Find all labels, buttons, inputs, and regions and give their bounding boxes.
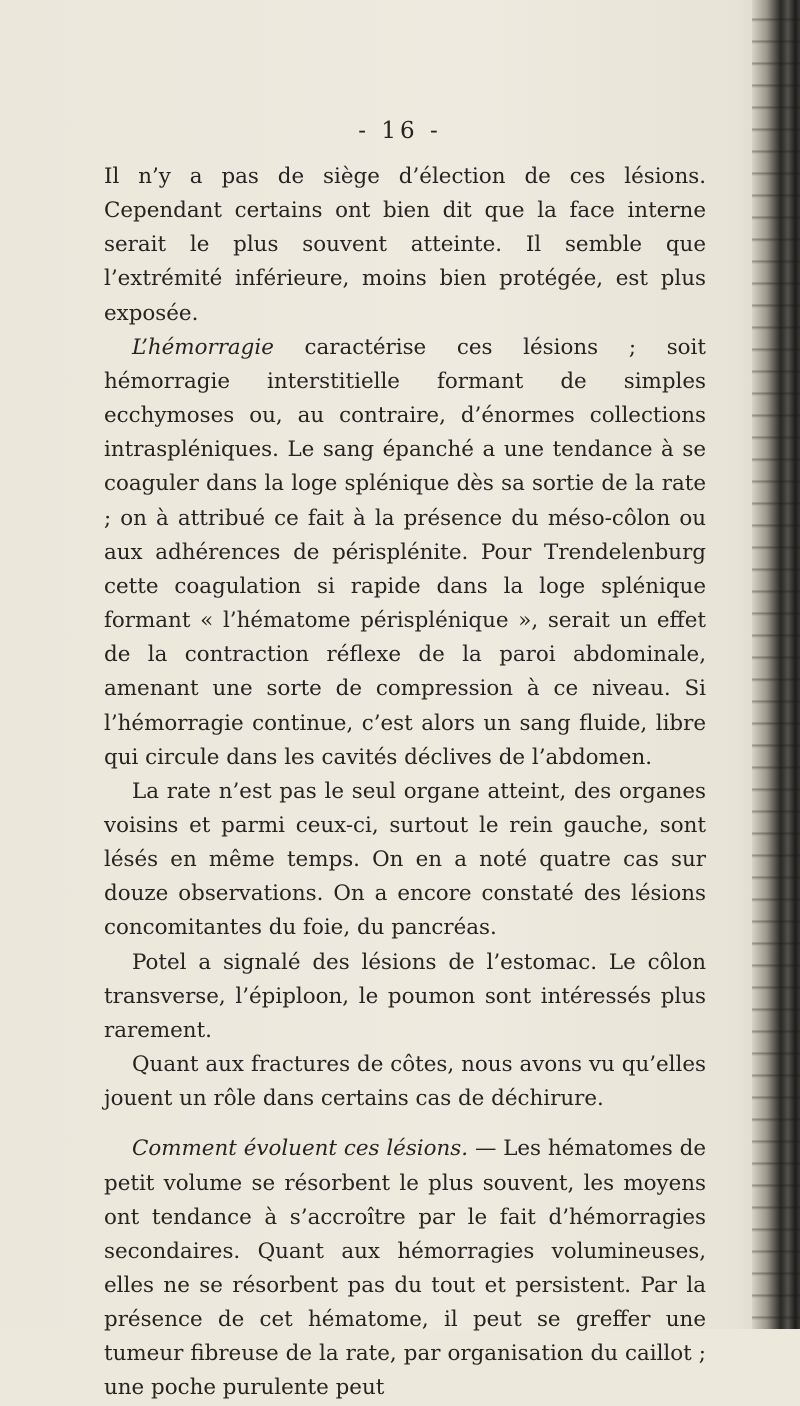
paragraph-6 <box>104 1132 706 1405</box>
text-run: caractérise ces lésions ; soit hémorragie interstitielle formant de simples ecchymoses ou, au contraire, d’énormes collections intraspléniques. Le sang épanché a une tendance à se coaguler dans la loge splénique dès sa sortie de la rate ; on à attribué ce fait à la présence du méso-côlon ou aux adhérences de périsplénite. Pour Trendelenburg cette coagulation si rapide dans la loge splénique formant « l’hématome périsplénique », serait un effet de la contraction réflexe de la paroi abdominale, amenant une sorte de compression à ce niveau. Si l’hémorragie continue, c’est alors un sang fluide, libre qui circule dans les cavités déclives de l’abdomen. <box>104 334 706 770</box>
italic-run: Comment évoluent ces lésions. <box>132 1136 469 1162</box>
text-run: Potel a signalé des lésions de l’estomac. Le côlon transverse, l’épiploon, le poumon sont intéressés plus rarement. <box>104 949 706 1043</box>
text-run: La rate n’est pas le seul organe atteint, des organes voisins et parmi ceux-ci, surtout le rein gauche, sont lésés en même temps. On en a noté quatre cas sur douze observations. On a encore constaté des lésions concomitantes du foie, du pancréas. <box>104 778 706 941</box>
paragraph-2 <box>104 331 706 775</box>
page-number: - 16 - <box>358 118 442 144</box>
text-run: — Les hématomes de petit volume se résorbent le plus souvent, les moyens ont tendance à s’accroître par le fait d’hémorragies secondaires. Quant aux hémorragies volumineuses, elles ne se résorbent pas du tout et persistent. Par la présence de cet hématome, il peut se greffer une tumeur fibreuse de la rate, par organisation du caillot ; une poche purulente peut <box>104 1136 706 1401</box>
text-run: Quant aux fractures de côtes, nous avons vu qu’elles jouent un rôle dans certains cas de déchirure. <box>104 1052 706 1112</box>
paragraph-1 <box>104 160 706 331</box>
italic-run: L’hémorragie <box>132 334 274 360</box>
paragraph-5 <box>104 1048 706 1116</box>
paragraph-3 <box>104 775 706 946</box>
text-run: Il n’y a pas de siège d’élection de ces lésions. Cependant certains ont bien dit que la face interne serait le plus souvent atteinte. Il semble que l’extrémité inférieure, moins bien protégée, est plus exposée. <box>104 164 706 326</box>
paragraph-4 <box>104 946 706 1048</box>
text-body <box>104 160 706 1406</box>
book-binding-edge <box>752 0 800 1329</box>
